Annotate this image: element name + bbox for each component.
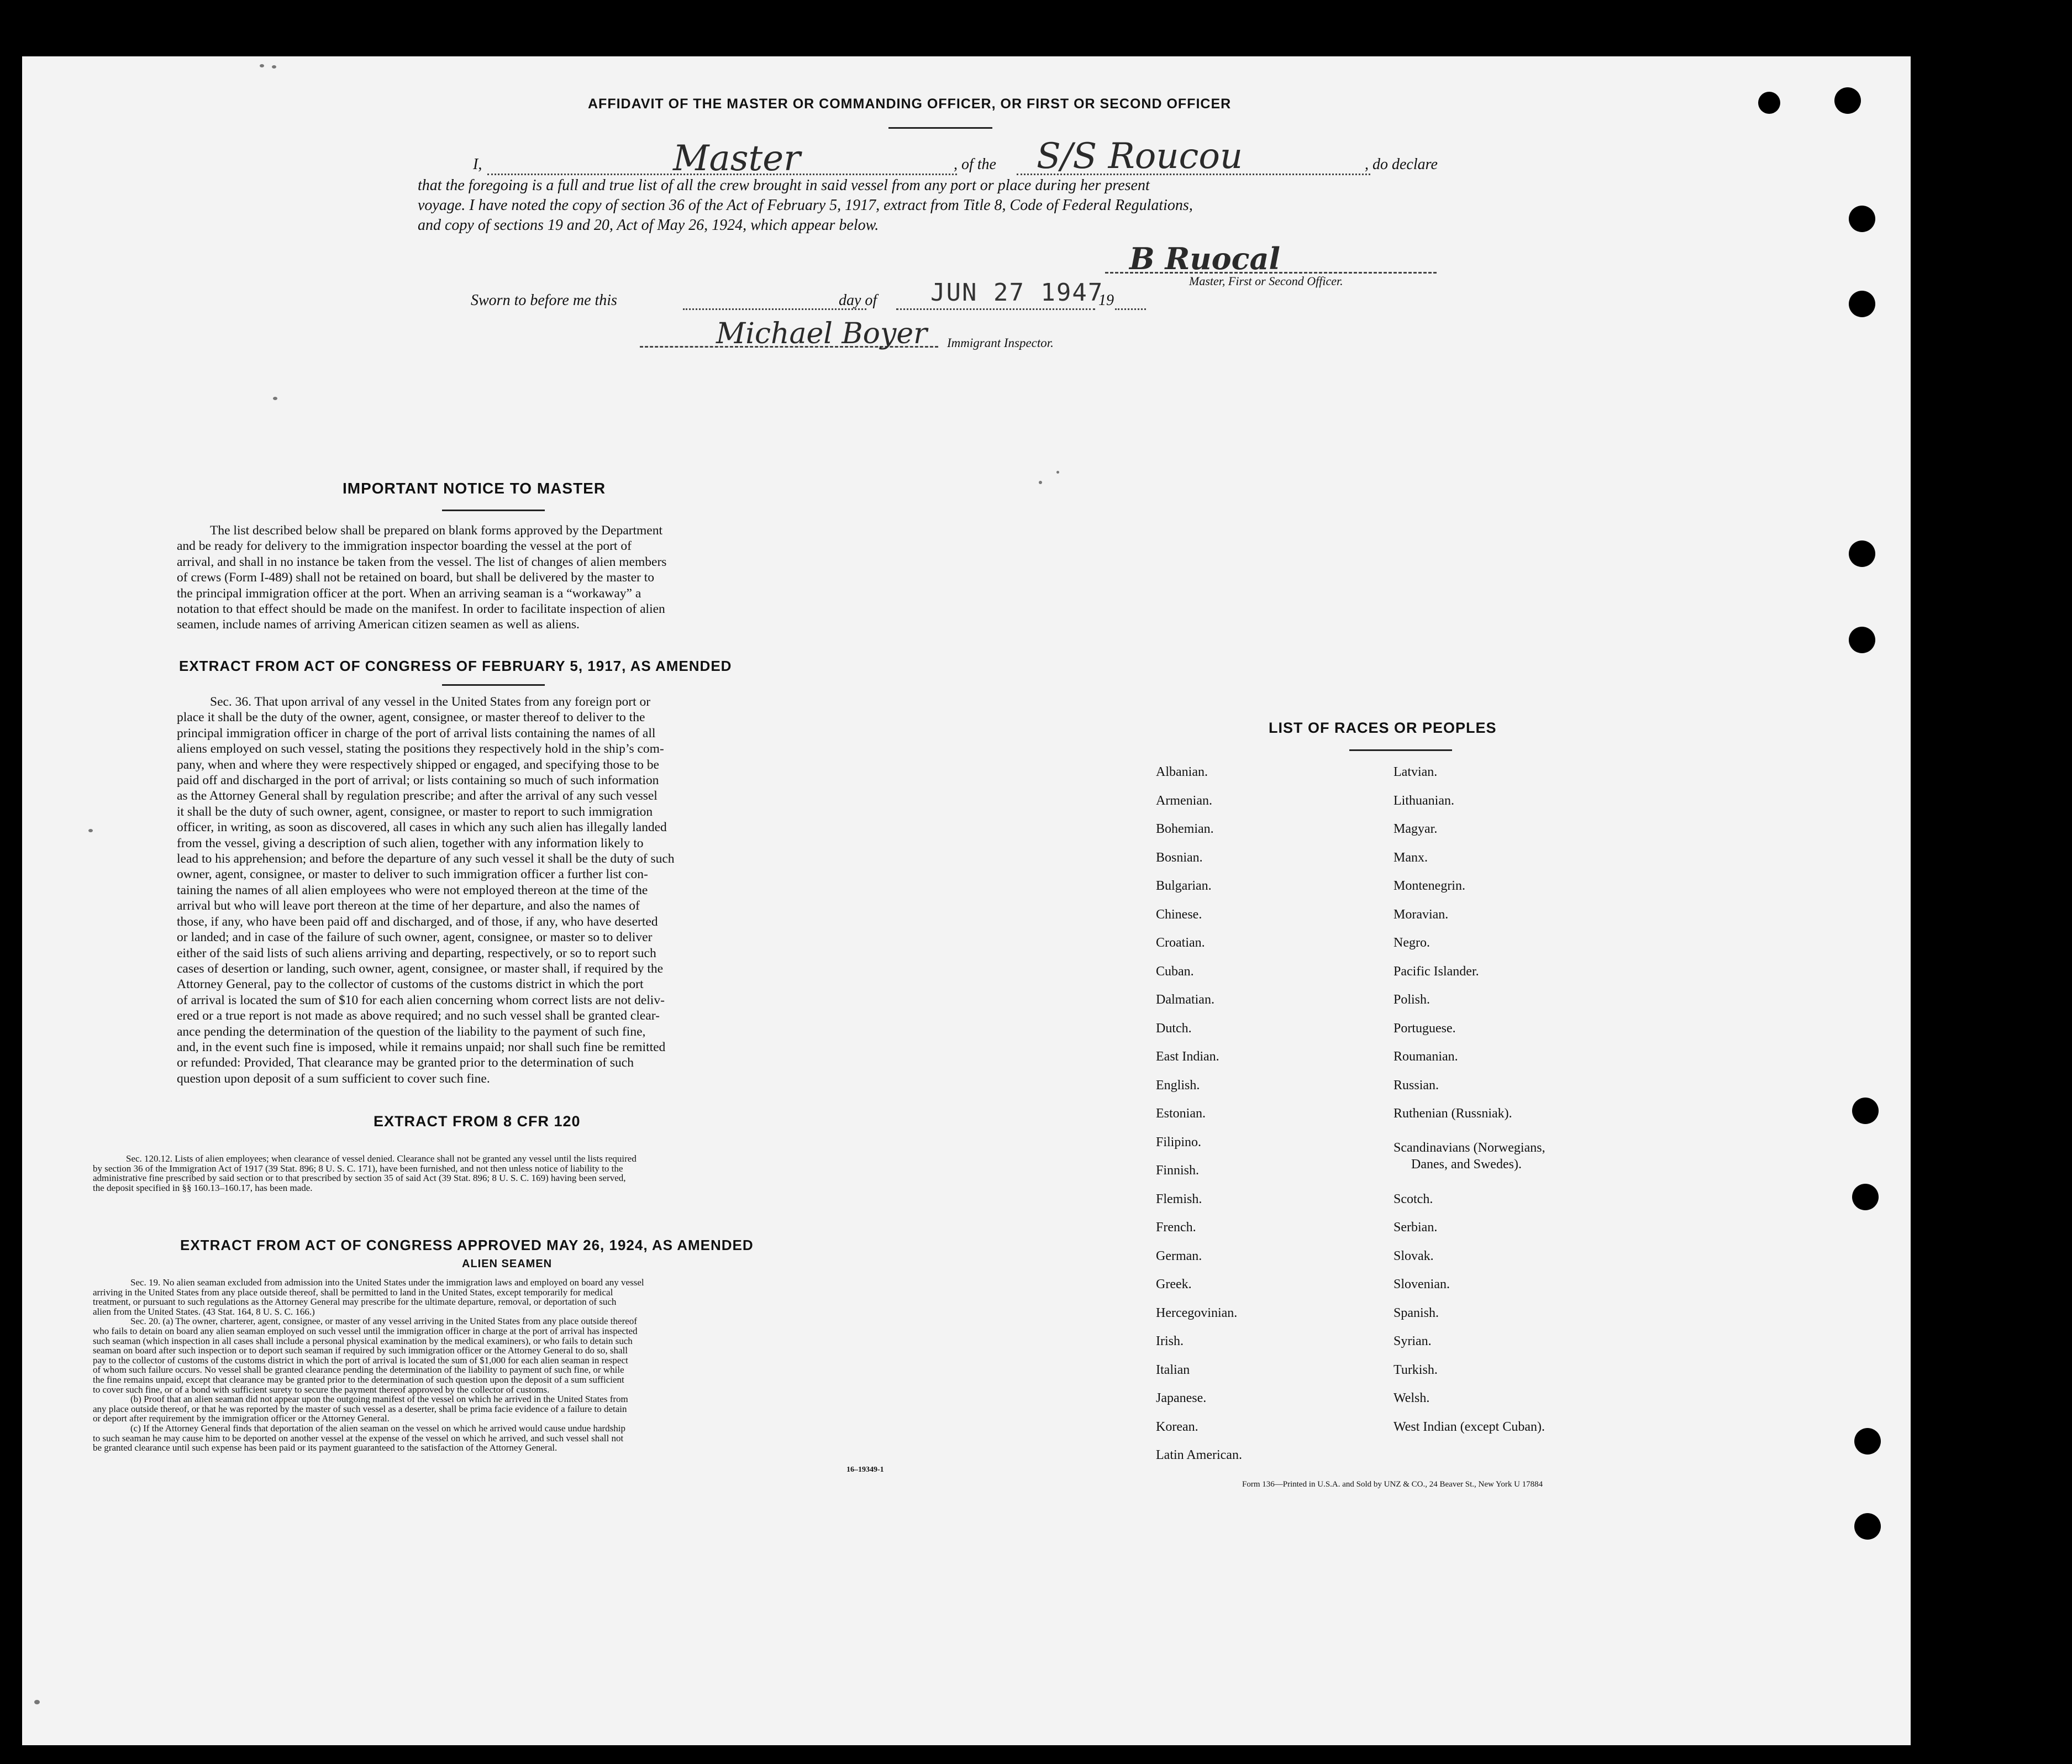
punch-hole xyxy=(1854,1513,1881,1540)
race-item: Croatian. xyxy=(1156,936,1205,950)
section-line: Sec. 20. (a) The owner, charterer, agent, consignee, or master of any vessel arriving in the United States from any place outside thereof xyxy=(130,1316,637,1327)
race-item: Latin American. xyxy=(1156,1448,1242,1462)
race-item: Greek. xyxy=(1156,1277,1192,1292)
declaration-line-2: that the foregoing is a full and true list of all the crew brought in said vessel from any port or place during her present xyxy=(418,177,1150,194)
section-line: Attorney General, pay to the collector of customs of the customs district in which the port xyxy=(177,977,644,992)
of-the-label: , of the xyxy=(954,156,996,173)
extract-1924-body xyxy=(93,1278,898,1453)
race-item: Bosnian. xyxy=(1156,851,1203,865)
section-line: cases of desertion or landing, such owner, agent, consignee, or master shall, if required by the xyxy=(177,961,664,976)
day-of-label: day of xyxy=(839,292,877,309)
notice-line: notation to that effect should be made on the manifest. In order to facilitate inspection of alien xyxy=(177,602,665,617)
race-item: Albanian. xyxy=(1156,765,1208,779)
race-item: Manx. xyxy=(1393,851,1428,865)
section-line: aliens employed on such vessel, stating the positions they respectively hold in the ship’s com- xyxy=(177,742,664,757)
section-line: Sec. 36. That upon arrival of any vessel in the United States from any foreign port or xyxy=(210,695,651,709)
section-line: seaman on board after such inspection or to deport such seaman if required by such immigration officer or the Attorney General to do so, shall xyxy=(93,1345,628,1356)
race-item: Welsh. xyxy=(1393,1391,1430,1405)
race-item: Danes, and Swedes). xyxy=(1411,1157,1522,1172)
notice-line: the principal immigration officer at the port. When an arriving seaman is a “workaway” a xyxy=(177,586,641,601)
cfr-line: the deposit specified in §§ 160.13–160.17, has been made. xyxy=(93,1182,313,1193)
printer-footer: Form 136—Printed in U.S.A. and Sold by UNZ & CO., 24 Beaver St., New York U 17884 xyxy=(1242,1480,1543,1489)
race-item: Russian. xyxy=(1393,1078,1439,1093)
race-item: Flemish. xyxy=(1156,1192,1202,1206)
handwritten-vessel: S/S Roucou xyxy=(1037,136,1243,177)
section-line: alien from the United States. (43 Stat. 164, 8 U. S. C. 166.) xyxy=(93,1306,315,1317)
punch-hole xyxy=(1854,1428,1881,1455)
sworn-month-line xyxy=(896,308,1095,310)
race-item: Hercegovinian. xyxy=(1156,1306,1238,1320)
race-item: Negro. xyxy=(1393,936,1430,950)
punch-hole xyxy=(1849,627,1875,653)
race-item: Irish. xyxy=(1156,1334,1184,1348)
race-item: Ruthenian (Russniak). xyxy=(1393,1106,1512,1121)
race-item: French. xyxy=(1156,1220,1196,1235)
inspector-caption: Immigrant Inspector. xyxy=(947,336,1054,350)
race-item: Spanish. xyxy=(1393,1306,1439,1320)
race-item: Italian xyxy=(1156,1363,1190,1377)
race-item: West Indian (except Cuban). xyxy=(1393,1420,1545,1434)
cfr-body xyxy=(93,1154,898,1193)
section-line: arriving in the United States from any place outside thereof, shall be permitted to land in the United States, except temporarily for medical xyxy=(93,1287,613,1298)
race-item: Syrian. xyxy=(1393,1334,1432,1348)
section-line: either of the said lists of such aliens arriving and departing, respectively, or so to report such xyxy=(177,946,656,960)
master-caption: Master, First or Second Officer. xyxy=(1189,274,1343,288)
section-line: any place outside thereof, or that he was reported by the master of such vessel as a deserter, shall be prima facie evidence of a failure to detain xyxy=(93,1403,627,1414)
race-item: Estonian. xyxy=(1156,1106,1206,1121)
races-title: LIST OF RACES OR PEOPLES xyxy=(1269,720,1497,736)
form-code: 16–19349-1 xyxy=(846,1466,884,1474)
declaration-line-3: voyage. I have noted the copy of section 36 of the Act of February 5, 1917, extract from Title 8, Code of Federal Regulations, xyxy=(418,197,1193,214)
race-item: Chinese. xyxy=(1156,907,1202,922)
cfr-line: administrative fine prescribed by said section or to that prescribed by section 35 of said Act (39 Stat. 896; 8 U. S. C. 169) having been served, xyxy=(93,1173,626,1184)
section-line: question upon deposit of a sum sufficient to cover such fine. xyxy=(177,1071,490,1086)
race-item: Turkish. xyxy=(1393,1363,1438,1377)
notice-line: The list described below shall be prepared on blank forms approved by the Department xyxy=(210,523,662,538)
section-line: pay to the collector of customs of the customs district in which the port of arrival is located the sum of $1,000 for each alien seaman in respect xyxy=(93,1355,628,1366)
section-line: who fails to detain on board any alien seaman employed on such vessel until the immigration officer in charge at the port of arrival has inspected xyxy=(93,1325,638,1336)
race-item: Polish. xyxy=(1393,993,1431,1007)
section-line: to such seaman he may cause him to be deported on another vessel at the expense of the vessel on which he arrived, and such vessel shall not xyxy=(93,1432,624,1443)
race-item: Bulgarian. xyxy=(1156,879,1212,893)
race-item: Portuguese. xyxy=(1393,1021,1456,1036)
punch-hole xyxy=(1758,92,1780,114)
section-line: lead to his apprehension; and before the departure of any such vessel it shall be the duty of such xyxy=(177,852,675,867)
master-signature: B Ruocal xyxy=(1129,241,1280,276)
cfr-line: by section 36 of the Immigration Act of 1917 (39 Stat. 896; 8 U. S. C. 171), have been furnished, and not then unless notice of liability to the xyxy=(93,1163,623,1174)
notice-line: and be ready for delivery to the immigration inspector boarding the vessel at the port of xyxy=(177,539,632,554)
notice-line: arrival, and shall in no instance be taken from the vessel. The list of changes of alien members xyxy=(177,554,667,569)
punch-hole xyxy=(1834,87,1861,114)
race-item: Moravian. xyxy=(1393,907,1449,922)
race-item: Pacific Islander. xyxy=(1393,964,1479,979)
race-item: English. xyxy=(1156,1078,1200,1093)
section-line: ance pending the determination of the question of the liability to the payment of such fine, xyxy=(177,1024,646,1039)
notice-body xyxy=(177,523,810,633)
race-item: Magyar. xyxy=(1393,822,1438,836)
race-item: Cuban. xyxy=(1156,964,1194,979)
punch-hole xyxy=(1852,1184,1879,1210)
extract-1924-title: EXTRACT FROM ACT OF CONGRESS APPROVED MAY 26, 1924, AS AMENDED xyxy=(180,1237,754,1253)
divider xyxy=(1349,749,1452,751)
section-line: it shall be the duty of such owner, agent, consignee, or master to report to such immigration xyxy=(177,804,653,819)
section-line: of whom such failure occurs. No vessel shall be granted clearance pending the determination of the liability to payment of such fine, or while xyxy=(93,1364,624,1376)
race-item: Japanese. xyxy=(1156,1391,1207,1405)
race-item: Montenegrin. xyxy=(1393,879,1465,893)
master-signature-line xyxy=(1105,272,1437,274)
race-item: Scotch. xyxy=(1393,1192,1433,1206)
race-item: Filipino. xyxy=(1156,1135,1202,1149)
notice-line: seamen, include names of arriving American citizen seamen as well as aliens. xyxy=(177,617,580,632)
section-line: or refunded: Provided, That clearance may be granted prior to the determination of such xyxy=(177,1056,634,1070)
notice-line: of crews (Form I-489) shall not be retained on board, but shall be delivered by the master to xyxy=(177,570,655,585)
race-item: Latvian. xyxy=(1393,765,1438,779)
affidavit-title: AFFIDAVIT OF THE MASTER OR COMMANDING OFFICER, OR FIRST OR SECOND OFFICER xyxy=(588,96,1232,112)
alien-seamen-subtitle: ALIEN SEAMEN xyxy=(462,1258,553,1270)
race-item: German. xyxy=(1156,1249,1202,1263)
section-line: owner, agent, consignee, or master to deliver to such immigration officer a further list con- xyxy=(177,867,648,882)
race-item: Roumanian. xyxy=(1393,1049,1458,1064)
declaration-line-4: and copy of sections 19 and 20, Act of May 26, 1924, which appear below. xyxy=(418,217,879,234)
section-line: or landed; and in case of the failure of such owner, agent, consignee, or master so to deliver xyxy=(177,930,653,945)
race-item: Finnish. xyxy=(1156,1163,1200,1178)
extract-1917-body xyxy=(177,694,810,1086)
section-line: taining the names of all alien employees who were not employed thereon at the time of the xyxy=(177,883,648,897)
section-line: (c) If the Attorney General finds that deportation of the alien seaman on the vessel on which he arrived would cause undue hardship xyxy=(130,1422,625,1434)
race-item: Scandinavians (Norwegians, xyxy=(1393,1141,1545,1155)
notice-title: IMPORTANT NOTICE TO MASTER xyxy=(343,480,606,497)
section-line: of arrival is located the sum of $10 for each alien concerning whom correct lists are not deliv- xyxy=(177,993,665,1007)
punch-hole xyxy=(1852,1098,1879,1124)
section-line: such seaman (which inspection in all cases shall include a personal physical examination by the medical examiners), or who fails to detain such xyxy=(93,1335,633,1346)
section-line: place it shall be the duty of the owner, agent, consignee, or master thereof to deliver to the xyxy=(177,710,645,725)
race-item: Slovak. xyxy=(1393,1249,1434,1263)
date-stamp: JUN 27 1947 xyxy=(930,279,1104,307)
extract-1917-title: EXTRACT FROM ACT OF CONGRESS OF FEBRUARY 5, 1917, AS AMENDED xyxy=(179,658,732,674)
section-line: from the vessel, giving a description of such alien, together with any information likely to xyxy=(177,836,644,851)
race-item: Dutch. xyxy=(1156,1021,1192,1036)
section-line: to cover such fine, or of a bond with sufficient surety to secure the payment thereof approved by the collector of customs. xyxy=(93,1384,550,1395)
race-item: Armenian. xyxy=(1156,794,1212,808)
section-line: treatment, or pursuant to such regulations as the Attorney General may prescribe for the ultimate departure, removal, or deportation of such xyxy=(93,1296,617,1308)
section-line: those, if any, who have been paid off and discharged, and of those, if any, who have deserted xyxy=(177,914,658,929)
divider xyxy=(442,510,545,511)
section-line: officer, in writing, as soon as discovered, all cases in which any such alien has illegally landed xyxy=(177,820,667,835)
punch-hole xyxy=(1849,206,1875,232)
section-line: principal immigration officer in charge of the port of arrival lists containing the names of all xyxy=(177,726,656,741)
punch-hole xyxy=(1849,291,1875,317)
race-item: Serbian. xyxy=(1393,1220,1438,1235)
section-line: the fine remains unpaid, except that clearance may be granted prior to the determination of such question upon the deposit of a sum sufficient xyxy=(93,1374,624,1385)
cfr-line: Sec. 120.12. Lists of alien employees; when clearance of vessel denied. Clearance shall not be granted any vessel until the lists required xyxy=(126,1153,637,1164)
section-line: or deport after requirement by the immigration officer or the Attorney General. xyxy=(93,1413,390,1424)
race-item: Lithuanian. xyxy=(1393,794,1454,808)
race-item: Bohemian. xyxy=(1156,822,1214,836)
section-line: paid off and discharged in the port of arrival; or lists containing so much of such information xyxy=(177,773,659,788)
section-line: and, in the event such fine is imposed, while it remains unpaid; nor shall such fine be remitted xyxy=(177,1040,666,1054)
year-line xyxy=(1115,308,1146,310)
section-line: ered or a true report is not made as above required; and no such vessel shall be granted clear- xyxy=(177,1009,660,1023)
declare-label: , do declare xyxy=(1365,156,1438,173)
inspector-signature: Michael Boyer xyxy=(716,317,927,350)
race-item: Slovenian. xyxy=(1393,1277,1450,1292)
handwritten-name: Master xyxy=(673,138,801,179)
section-line: Sec. 19. No alien seaman excluded from admission into the United States under the immigration laws and employed on board any vessel xyxy=(130,1277,644,1288)
divider xyxy=(442,684,545,686)
race-item: Dalmatian. xyxy=(1156,993,1214,1007)
year-prefix: 19 xyxy=(1098,292,1114,309)
sworn-label: Sworn to before me this xyxy=(471,292,617,309)
section-line: pany, when and where they were respectively shipped or engaged, and specifying those to be xyxy=(177,757,659,772)
declaration-prefix: I, xyxy=(473,156,482,173)
divider xyxy=(888,127,992,129)
punch-hole xyxy=(1849,540,1875,567)
section-line: (b) Proof that an alien seaman did not appear upon the outgoing manifest of the vessel on which he arrived in the United States from xyxy=(130,1394,628,1405)
race-item: Korean. xyxy=(1156,1420,1198,1434)
section-line: as the Attorney General shall by regulation prescribe; and after the arrival of any such vessel xyxy=(177,789,658,804)
race-item: East Indian. xyxy=(1156,1049,1219,1064)
section-line: arrival but who will leave port thereon at the time of her departure, and also the names of xyxy=(177,899,640,914)
section-line: be granted clearance until such expense has been paid or its payment guaranteed to the satisfaction of the Attorney General. xyxy=(93,1442,558,1453)
cfr-title: EXTRACT FROM 8 CFR 120 xyxy=(374,1113,581,1130)
